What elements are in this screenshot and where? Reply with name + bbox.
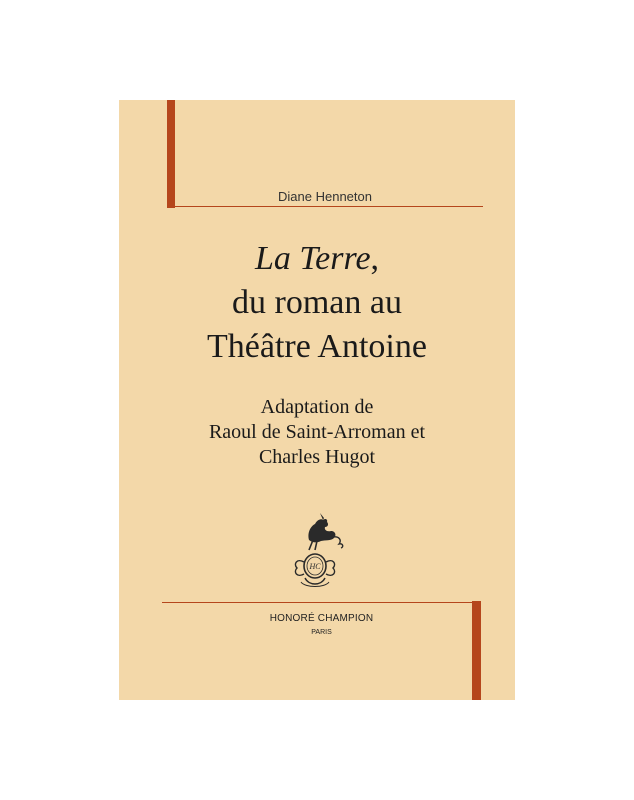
divider-rule-top [167, 206, 483, 207]
subtitle-line-1: Adaptation de [260, 396, 374, 418]
title-line-3: Théâtre Antoine [207, 328, 427, 365]
book-title [119, 237, 515, 369]
emblem-monogram: HC [309, 562, 321, 571]
title-line-2: du roman au [232, 284, 402, 321]
publisher-name: HONORÉ CHAMPION [269, 613, 374, 624]
divider-rule-bottom [162, 602, 481, 603]
title-italic: La Terre [254, 240, 371, 277]
title-line-1 [119, 237, 515, 281]
subtitle-line-3: Charles Hugot [258, 446, 376, 468]
horse-emblem-icon [287, 510, 347, 590]
author-name: Diane Henneton [278, 189, 372, 204]
book-cover [119, 100, 515, 700]
subtitle-line-2: Raoul de Saint-Arroman et [208, 421, 426, 443]
title-comma: , [370, 240, 380, 277]
book-subtitle [119, 395, 515, 470]
publisher-city: PARIS [311, 629, 332, 636]
